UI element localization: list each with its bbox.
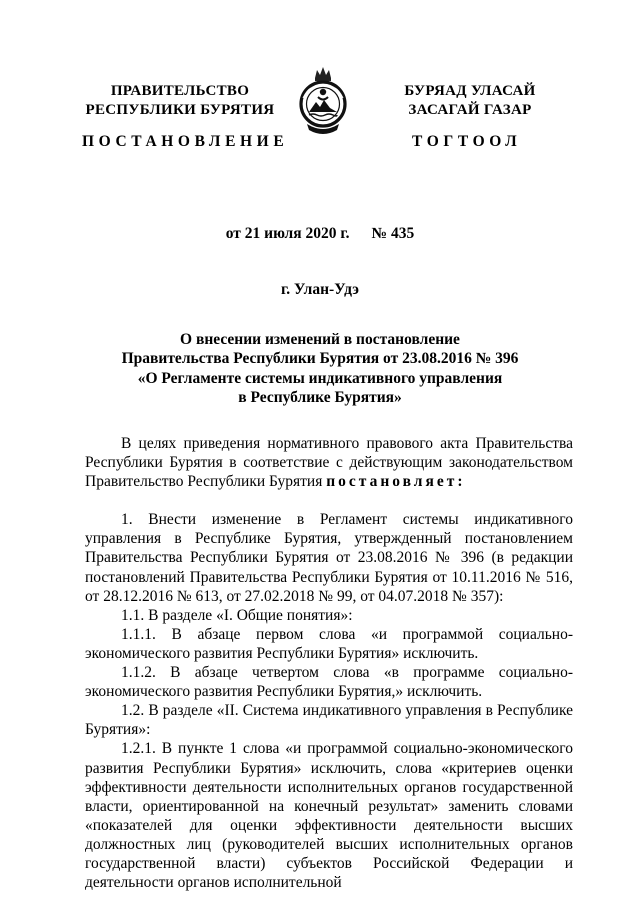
decree-label-buryat: ТОГТООЛ <box>412 133 522 150</box>
decree-date: от 21 июля 2020 г. <box>225 225 350 242</box>
header-right-line1: БУРЯАД УЛАСАЙ <box>404 83 536 99</box>
decree-number: № 435 <box>371 225 415 242</box>
city: г. Улан-Удэ <box>280 281 359 298</box>
decree-label-russian: ПОСТАНОВЛЕНИЕ <box>82 133 289 150</box>
coat-of-arms-icon <box>297 64 349 138</box>
paragraph-1-1: 1.1. В разделе «I. Общие понятия»: <box>121 606 353 624</box>
header-right-line2: ЗАСАГАЙ ГАЗАР <box>408 102 532 118</box>
title-line1: О внесении изменений в постановление <box>180 331 460 348</box>
header-left <box>70 82 290 120</box>
paragraph-1-1-2: 1.1.2. В абзаце четвертом слова «в программе социально-экономического развития Республики Бурятия,» исключить. <box>85 664 573 701</box>
paragraph-1-1-1: 1.1.1. В абзаце первом слова «и программой социально-экономического развития Республики Бурятия» исключить. <box>85 625 573 662</box>
preamble-text: В целях приведения нормативного правового акта Правительства Республики Бурятия в соответствие с действующим законодательством Правительство Республики Бурятия <box>85 435 573 491</box>
title-line2: Правительства Республики Бурятия от 23.08.2016 № 396 <box>121 350 519 368</box>
paragraph-1-2-1: 1.2.1. В пункте 1 слова «и программой социально-экономического развития Республики Бурятия» исключить, слова «критериев оценки эффективности деятельности исполнительных органов государственной власти, ориентированной на конечный результат» заменить словами «показателей для оценки эффективности деятельности высших должностных лиц (руководителей высших исполнительных органов государственной власти) субъектов Российской Федерации и деятельности органов исполнительной <box>85 740 573 892</box>
preamble-paragraph <box>85 434 573 491</box>
resolves-word: постановляет: <box>326 473 466 491</box>
date-line <box>0 225 640 243</box>
paragraph-1-2: 1.2. В разделе «II. Система индикативного управления в Республике Бурятия»: <box>85 702 573 739</box>
header-right <box>360 82 580 120</box>
document-title <box>0 330 640 407</box>
title-line3: «О Регламенте системы индикативного управления <box>137 369 503 387</box>
document-body <box>85 434 573 892</box>
title-line4: в Республике Бурятия» <box>238 388 402 406</box>
paragraph-1: 1. Внести изменение в Регламент системы индикативного управления в Республике Бурятия, утвержденный постановлением Правительства Республики Бурятия от 23.08.2016 № 396 (в редакции постановлений Правительства Республики Бурятия от 10.11.2016 № 516, от 28.12.2016 № 613, от 27.02.2018 № 99, от 04.07.2018 № 357): <box>85 511 573 605</box>
header-left-line2: РЕСПУБЛИКИ БУРЯТИЯ <box>85 102 275 118</box>
header-left-line1: ПРАВИТЕЛЬСТВО <box>110 83 250 99</box>
